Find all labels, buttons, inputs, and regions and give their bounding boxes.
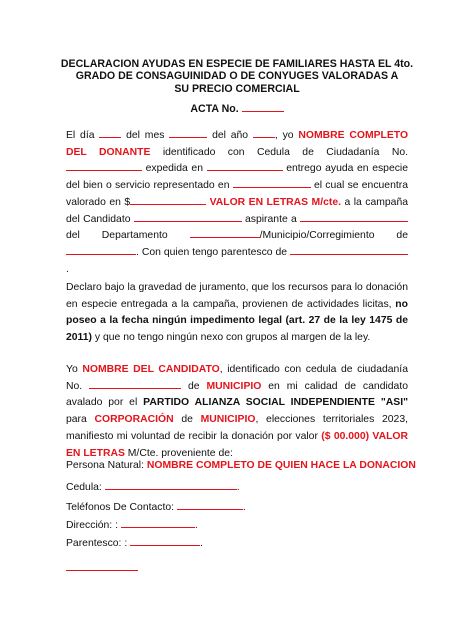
paragraph-donor-declaration: [66, 128, 408, 278]
field-label: Persona Natural:: [66, 460, 144, 471]
text: en mi calidad de candidato avalado por el: [66, 380, 408, 409]
field-telefonos: Teléfonos De Contacto: .: [66, 502, 246, 513]
field-cedula: Cedula: .: [66, 482, 240, 493]
party-name: PARTIDO ALIANZA SOCIAL INDEPENDIENTE "ASI": [143, 397, 409, 409]
municipality-placeholder: MUNICIPIO: [206, 380, 262, 392]
text: M/Cte. proveniente de:: [127, 447, 233, 459]
blank-aspirant-to: [300, 212, 408, 222]
title-line-1: DECLARACION AYUDAS EN ESPECIE DE FAMILIARES HASTA EL 4to.: [60, 58, 414, 70]
text: a la campaña del Candidato: [66, 196, 409, 225]
blank-year: [253, 128, 275, 138]
field-parentesco: Parentesco: : .: [66, 538, 204, 549]
text: entrego ayuda en especie del bien o servicio representado en: [66, 163, 409, 192]
blank-municipality: [66, 245, 136, 255]
document-title: [40, 58, 434, 95]
donation-amount-placeholder: ($ 00.000) VALOR EN LETRAS: [66, 430, 409, 459]
signature-line: [66, 560, 138, 571]
text: el cual se encuentra valorado en: [66, 180, 408, 208]
field-label: Cedula:: [66, 482, 102, 493]
blank-represented-in: [233, 178, 311, 188]
field-label: Dirección: :: [66, 520, 118, 531]
blank-issued-in: [207, 161, 283, 171]
text: . Con quien tengo parentesco de: [136, 246, 288, 258]
acta-blank: [242, 102, 284, 112]
amount-words-placeholder: VALOR EN LETRAS M/cte.: [209, 196, 342, 208]
blank-amount: [130, 195, 206, 205]
acta-label: ACTA No.: [190, 103, 239, 115]
blank-telefonos: [177, 500, 243, 510]
text: de: [188, 380, 200, 392]
text: , identificado con cedula de ciudadanía No.: [66, 364, 408, 392]
corporation-placeholder: CORPORACIÓN: [94, 414, 174, 426]
text: del año: [212, 130, 249, 141]
blank-relationship: [290, 245, 408, 255]
text: identificado con Cedula de Ciudadanía No.: [162, 146, 409, 158]
blank-cedula: [105, 480, 237, 490]
blank-candidate-id: [89, 379, 181, 389]
text: $: [124, 196, 131, 208]
donor-name-placeholder: NOMBRE COMPLETO DEL DONANTE: [66, 130, 409, 158]
text: , yo: [274, 130, 294, 141]
blank-month: [169, 128, 207, 138]
text: aspirante a: [244, 213, 297, 225]
text: del mes: [126, 130, 165, 141]
text: y que no tengo ningún nexo con grupos al margen de la ley.: [94, 332, 371, 344]
blank-direccion: [121, 518, 195, 528]
text: de: [181, 414, 193, 426]
field-direccion: Dirección: : .: [66, 520, 198, 531]
blank-department: [190, 228, 260, 238]
text: .: [66, 263, 69, 275]
title-line-3: SU PRECIO COMERCIAL: [174, 82, 300, 95]
text: , elecciones territoriales 2023, manifiesto mi voluntad de recibir la donación por valor: [66, 414, 408, 442]
text: para: [66, 414, 87, 426]
text: del Departamento: [66, 230, 168, 242]
municipality-placeholder-2: MUNICIPIO: [200, 414, 256, 426]
paragraph-candidate: [66, 362, 408, 462]
field-label: Teléfonos De Contacto:: [66, 502, 175, 513]
text: El día: [66, 130, 95, 141]
field-label: Parentesco: :: [66, 538, 128, 549]
acta-number: [0, 102, 474, 115]
field-persona-natural: [66, 460, 416, 471]
blank-day: [99, 128, 121, 138]
blank-parentesco: [130, 536, 200, 546]
text: Declaro bajo la gravedad de juramento, que los recursos para lo donación en especie entregada a la campaña, provienen de actividades licitas,: [66, 282, 408, 310]
paragraph-oath: [66, 280, 408, 347]
text: expedida en: [145, 163, 203, 175]
legal-statement: no poseo a la fecha ningún impedimento legal (art. 27 de la ley 1475 de 2011): [66, 298, 408, 344]
blank-id-number: [66, 161, 142, 171]
text: /Municipio/Corregimiento de: [259, 230, 408, 242]
text: Yo: [66, 364, 78, 375]
candidate-name-placeholder: NOMBRE DEL CANDIDATO: [82, 364, 220, 375]
donor-full-name-placeholder: NOMBRE COMPLETO DE QUIEN HACE LA DONACION: [146, 460, 416, 471]
blank-candidate: [134, 212, 242, 222]
title-line-2: GRADO DE CONSAGUINIDAD O DE CONYUGES VALORADAS A: [75, 70, 399, 83]
